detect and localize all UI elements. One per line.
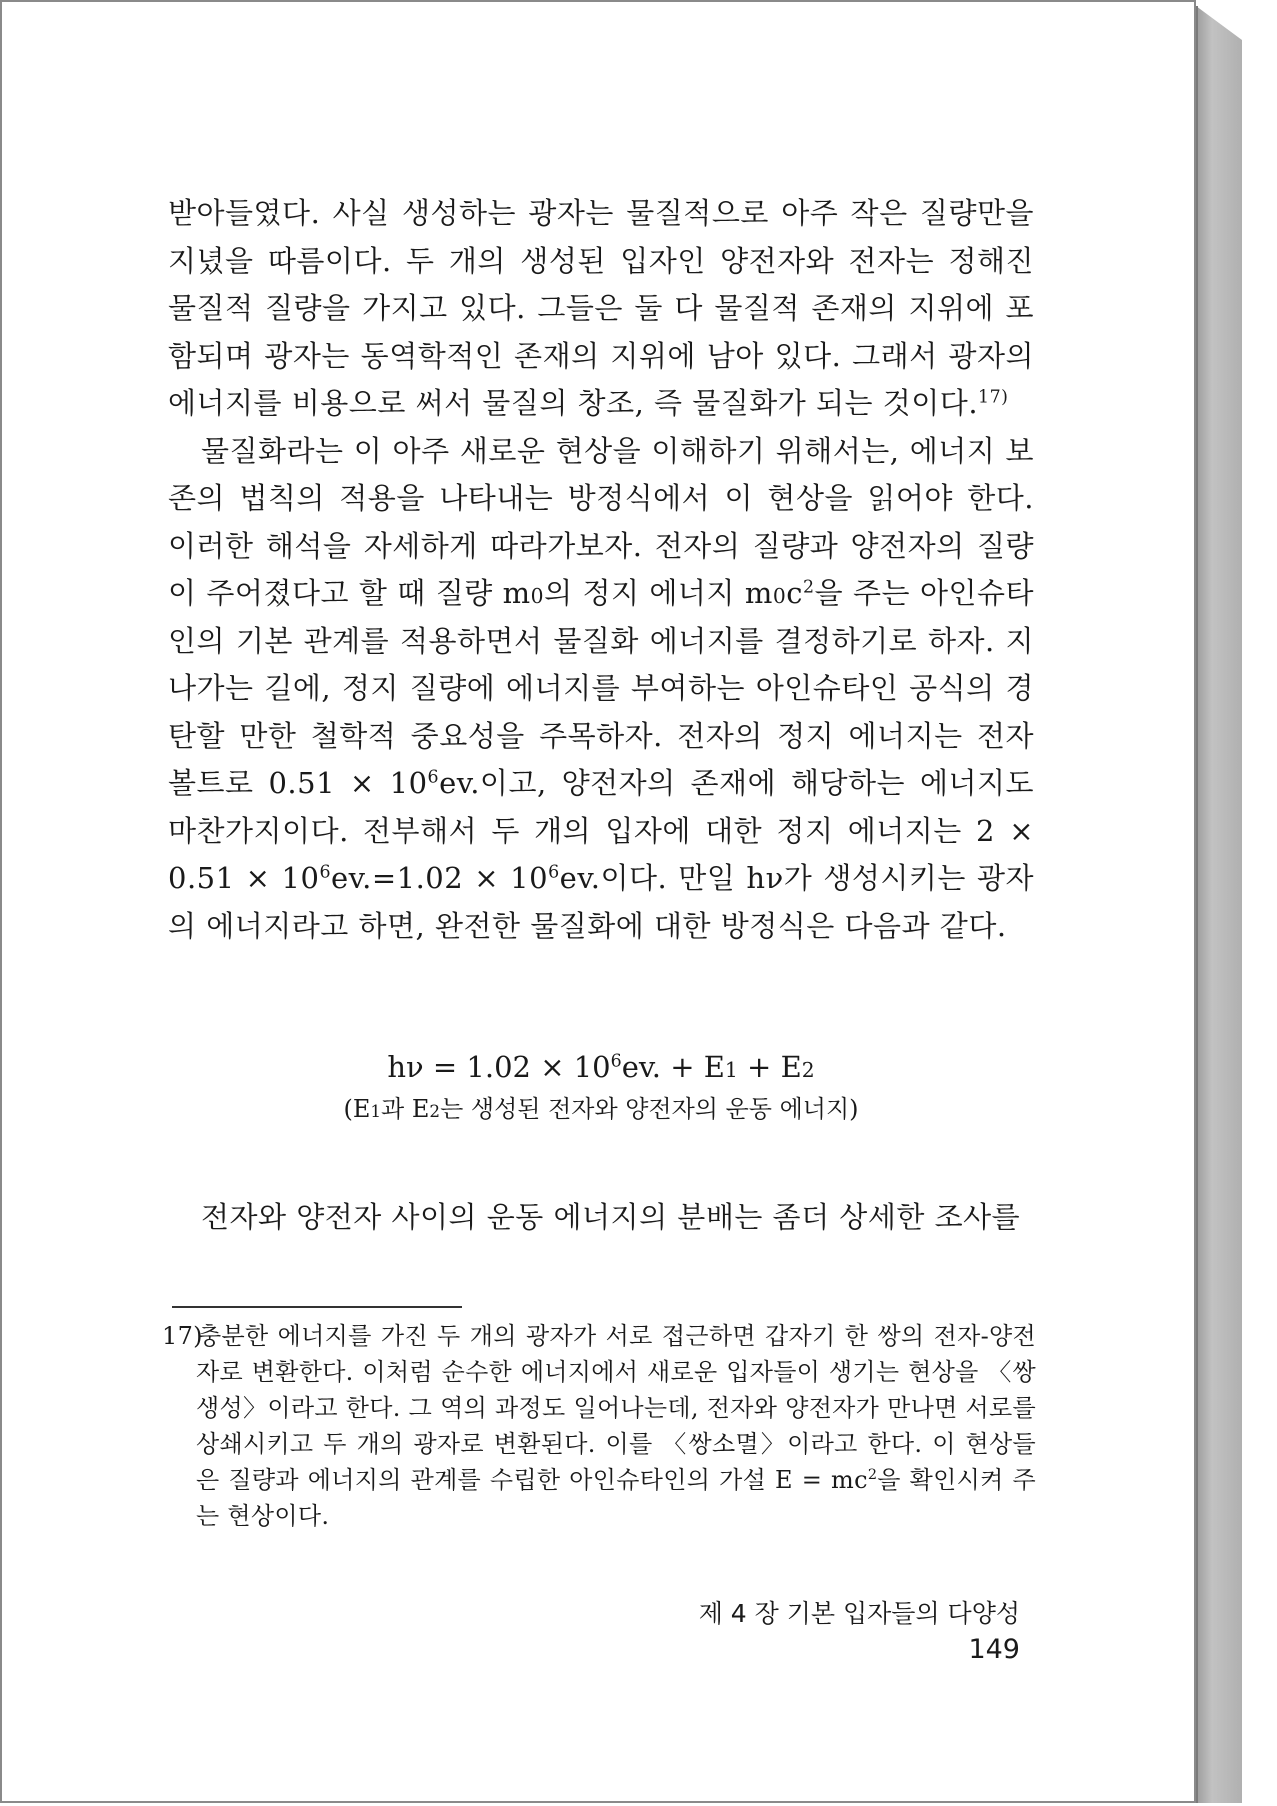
running-footer <box>640 1596 1020 1668</box>
equation-caption: (E1과 E2는 생성된 전자와 양전자의 운동 에너지) <box>343 1095 859 1123</box>
paragraph-3: 전자와 양전자 사이의 운동 에너지의 분배는 좀더 상세한 조사를 <box>201 1200 1021 1234</box>
paragraph-3-container <box>168 1194 1034 1242</box>
book-spine-line <box>1196 6 1198 1803</box>
footnote-17: 17)충분한 에너지를 가진 두 개의 광자가 서로 접근하면 갑자기 한 쌍의 전자-양전자로 변환한다. 이처럼 순수한 에너지에서 새로운 입자들이 생기는 현상을 〈쌍생성〉이라고 한다. 그 역의 과정도 일어나는데, 전자와 양전자가 만나면 서로를 상쇄시키고 두 개의 광자로 변환된다. 이를 〈쌍소멸〉이라고 한다. 이 현상들은 질량과 에너지의 관계를 수립한 아인슈타인의 가설 $E = mc^2$을 확인시켜 주는 현상이다. <box>196 1318 1036 1534</box>
equation: $h\nu = 1.02 \times 10^6ev$. + E1 + E2 <box>387 1050 815 1084</box>
main-text <box>168 190 1034 950</box>
book-page-edges <box>1196 6 1242 1803</box>
equation-block <box>168 1045 1034 1129</box>
footnote-text-b: 을 확인시켜 주는 현상이다. <box>196 1466 1036 1530</box>
paragraph-1: 받아들였다. 사실 생성하는 광자는 물질적으로 아주 작은 질량만을 지녔을 따름이다. 두 개의 생성된 입자인 양전자와 전자는 정해진 물질적 질량을 가지고 있다. 그들은 둘 다 물질적 존재의 지위에 포함되며 광자는 동역학적인 존재의 지위에 남아 있다. 그래서 광자의 에너지를 비용으로 써서 물질의 창조, 즉 물질화가 되는 것이다.$^{17)}$ <box>168 196 1034 420</box>
chapter-title: 제 4 장 기본 입자들의 다양성 <box>698 1599 1020 1628</box>
footnote-ref-17: 17) <box>978 387 1009 408</box>
paragraph-2: 물질화라는 이 아주 새로운 현상을 이해하기 위해서는, 에너지 보존의 법칙의 적용을 나타내는 방정식에서 이 현상을 읽어야 한다. 이러한 해석을 자세하게 따라가보자. 전자의 질량과 양전자의 질량이 주어졌다고 할 때 질량 m0의 정지 에너지 $m0c^2$을 주는 아인슈타인의 기본 관계를 적용하면서 물질화 에너지를 결정하기로 하자. 지나가는 길에, 정지 질량에 에너지를 부여하는 아인슈타인 공식의 경탄할 만한 철학적 중요성을 주목하자. 전자의 정지 에너지는 전자 볼트로 $0.51 \times 10^6ev$.이고, 양전자의 존재에 해당하는 에너지도 마찬가지이다. 전부해서 두 개의 입자에 대한 정지 에너지는 $2 \times 0.51 \times 10^6ev.=1.02 \times 10^6ev$.이다. 만일 hν가 생성시키는 광자의 에너지라고 하면, 완전한 물질화에 대한 방정식은 다음과 같다. <box>168 433 1035 943</box>
footnote-number: 17) <box>162 1322 203 1350</box>
footnote-text-a: 충분한 에너지를 가진 두 개의 광자가 서로 접근하면 갑자기 한 쌍의 전자-양전자로 변환한다. 이처럼 순수한 에너지에서 새로운 입자들이 생기는 현상을 〈쌍생성〉이라고 한다. 그 역의 과정도 일어나는데, 전자와 양전자가 만나면 서로를 상쇄시키고 두 개의 광자로 변환된다. 이를 〈쌍소멸〉이라고 한다. 이 현상들은 질량과 에너지의 관계를 수립한 아인슈타인의 가설 E = mc <box>196 1322 1036 1494</box>
page-number: 149 <box>968 1634 1020 1665</box>
footnote-separator <box>172 1306 462 1308</box>
